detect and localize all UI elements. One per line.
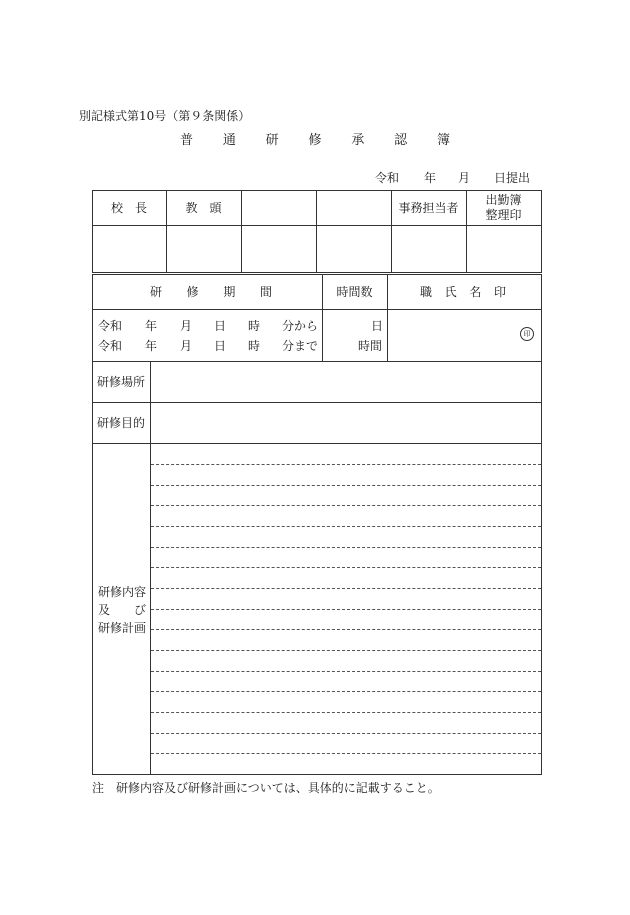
blank-stamp-cell-2[interactable]: [317, 226, 391, 272]
from-minute: 分から: [282, 319, 319, 333]
clerk-header: 事務担当者: [398, 200, 459, 215]
vice-principal-header: 教 頭: [185, 200, 222, 215]
from-year: 年: [145, 319, 158, 333]
principal-header: 校 長: [110, 200, 147, 215]
hours-unit: 時間: [358, 339, 383, 353]
purpose-field[interactable]: [151, 403, 541, 443]
name-seal-header: [420, 274, 506, 309]
title-char: 普: [180, 133, 194, 148]
title-char: 認: [394, 133, 408, 148]
from-era: 令和: [98, 319, 123, 333]
form-id: 別記様式第10号（第９条関係）: [79, 109, 251, 123]
name-seal-header-char: 名: [469, 284, 482, 299]
to-minute: 分まで: [282, 339, 319, 353]
content-label-line1: 研修内容: [98, 585, 147, 599]
title-char: 研: [265, 133, 279, 148]
title-char: 承: [351, 133, 365, 148]
page-title: [180, 134, 450, 147]
attendance-seal-line2: 整理印: [485, 208, 522, 222]
name-seal-header-char: 印: [493, 284, 506, 299]
content-label-line2b: び: [134, 603, 147, 617]
content-label-line3: 研修計画: [98, 621, 147, 635]
clerk-stamp-cell[interactable]: [392, 226, 466, 272]
footnote: 注 研修内容及び研修計画については、具体的に記載すること。: [92, 781, 440, 795]
to-hour: 時: [248, 339, 261, 353]
purpose-label: 研修目的: [96, 415, 145, 430]
days-unit: 日: [371, 319, 384, 333]
title-char: 簿: [436, 133, 450, 148]
from-hour: 時: [248, 319, 261, 333]
principal-stamp-cell[interactable]: [93, 226, 166, 272]
period-header-char: 間: [259, 284, 272, 299]
date-month-unit: 月: [458, 171, 471, 185]
place-label: 研修場所: [96, 374, 145, 389]
place-field[interactable]: [151, 362, 541, 402]
from-day: 日: [214, 319, 227, 333]
blank-header-1: [241, 190, 316, 225]
title-char: 修: [308, 133, 322, 148]
blank-stamp-cell-1[interactable]: [242, 226, 316, 272]
hours-header: 時間数: [336, 284, 373, 299]
blank-header-2: [316, 190, 391, 225]
date-submitted: 日提出: [494, 171, 531, 185]
period-header-char: 期: [223, 284, 236, 299]
attendance-seal-line1: 出勤簿: [485, 193, 522, 207]
attendance-seal-header: [466, 190, 541, 225]
name-seal-header-char: 氏: [444, 284, 457, 299]
title-char: 通: [222, 133, 236, 148]
period-header-char: 研: [150, 284, 163, 299]
to-day: 日: [214, 339, 227, 353]
to-month: 月: [180, 339, 193, 353]
vice-principal-stamp-cell[interactable]: [167, 226, 241, 272]
period-header-char: 修: [186, 284, 199, 299]
period-header: [150, 274, 272, 309]
to-era: 令和: [98, 339, 123, 353]
date-year-unit: 年: [424, 171, 437, 185]
to-year: 年: [145, 339, 158, 353]
date-era: 令和: [375, 171, 400, 185]
seal-mark-icon: 印: [520, 327, 534, 341]
from-month: 月: [180, 319, 193, 333]
name-seal-header-char: 職: [420, 284, 433, 299]
content-label-line2a: 及: [98, 603, 111, 617]
attendance-stamp-cell[interactable]: [467, 226, 541, 272]
